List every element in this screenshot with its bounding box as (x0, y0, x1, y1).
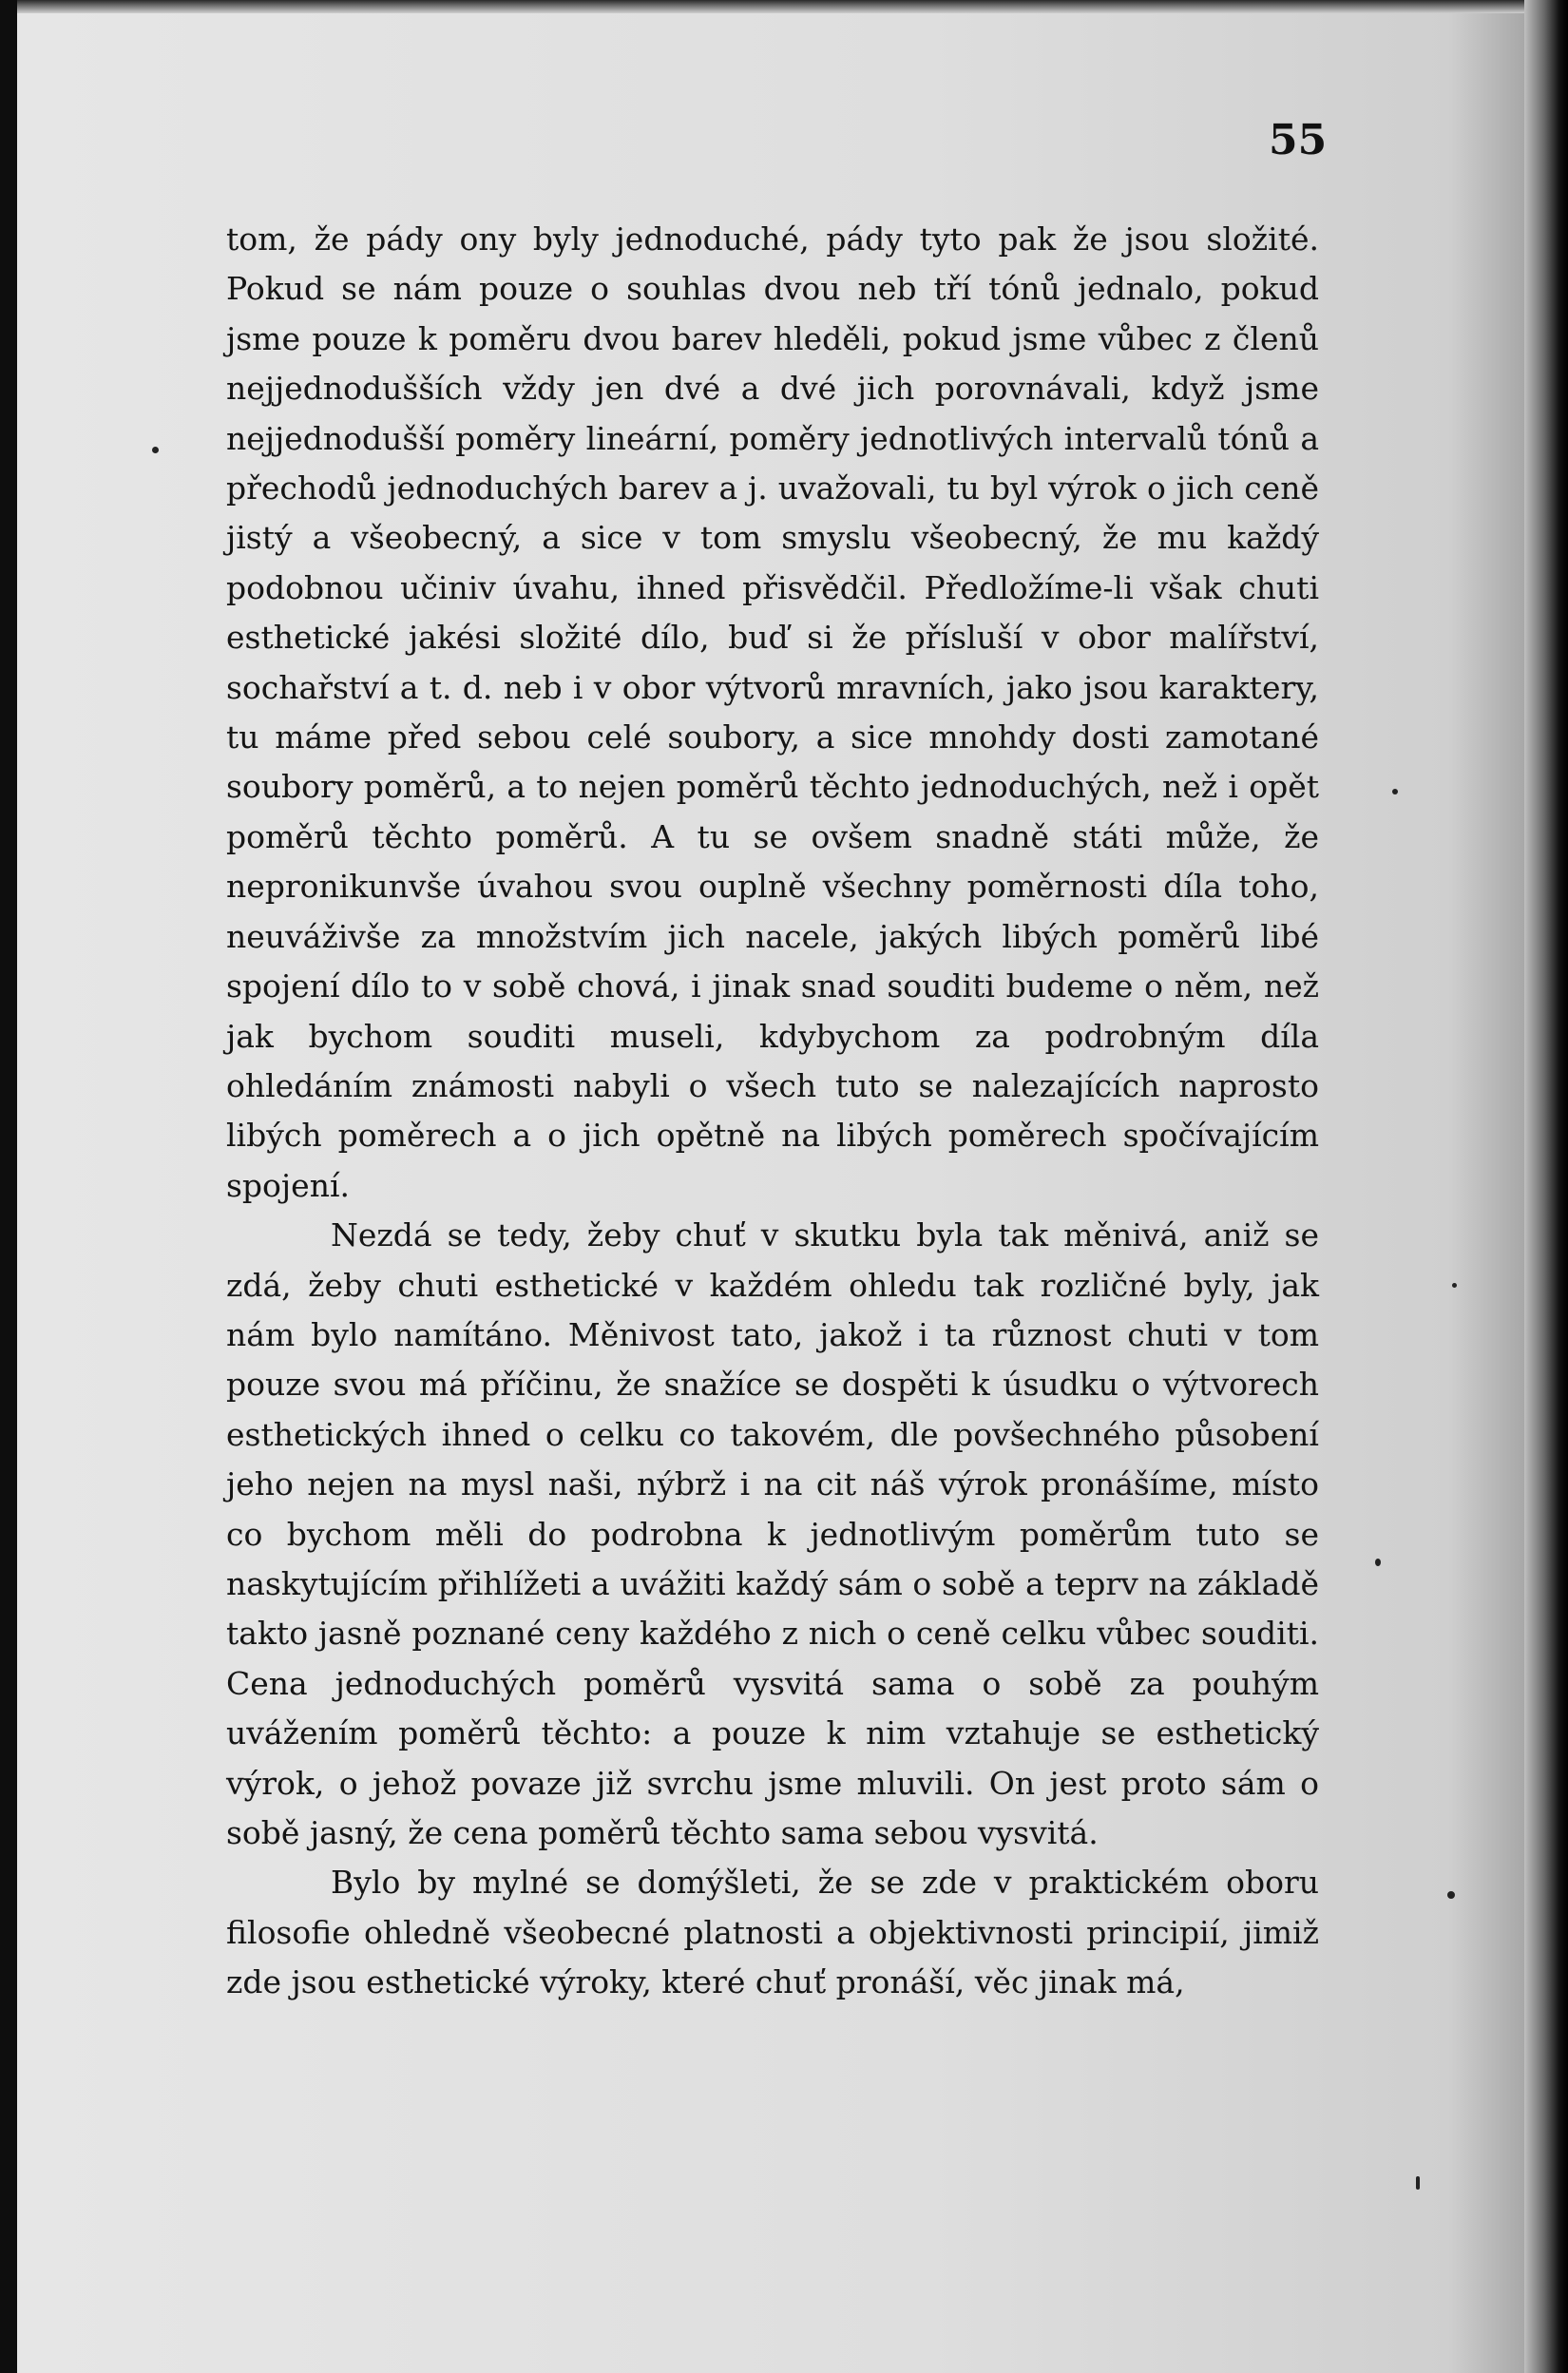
paragraph: tom, že pády ony byly jednoduché, pády tyto pak že jsou složité. Pokud se nám pouze o souhlas dvou neb tří tónů jednalo, pokud jsme pouze k poměru dvou barev hleděli, pokud jsme vůbec z členů nejjednodušších vždy jen dvé a dvé jich porovnávali, když jsme nejjednodušší poměry lineární, poměry jednotlivých intervalů tónů a přechodů jednoduchých barev a j. uvažovali, tu byl výrok o jich ceně jistý a všeobecný, a sice v tom smyslu všeobecný, že mu každý podobnou učiniv úvahu, ihned přisvědčil. Předložíme-li však chuti esthetické jakési složité dílo, buď si že přísluší v obor malířství, sochařství a t. d. neb i v obor výtvorů mravních, jako jsou karaktery, tu máme před sebou celé soubory, a sice mnohdy dosti zamotané soubory poměrů, a to nejen poměrů těchto jednoduchých, než i opět poměrů těchto poměrů. A tu se ovšem snadně státi může, že nepronikunvše úvahou svou ouplně všechny poměrnosti díla toho, neuváživše za množstvím jich nacele, jakých libých poměrů libé spojení dílo to v sobě chová, i jinak snad souditi budeme o něm, než jak bychom souditi museli, kdybychom za podrobným díla ohledáním známosti nabyli o všech tuto se nalezajících naprosto libých poměrech a o jich opětně na libých poměrech spočívajícím spojení. (226, 220, 1319, 1204)
dust-speck (152, 447, 159, 453)
right-scan-edge (1524, 0, 1568, 2373)
left-scan-edge (0, 0, 17, 2373)
dust-speck (1447, 1891, 1455, 1899)
paragraph: Nezdá se tedy, žeby chuť v skutku byla tak měnivá, aniž se zdá, žeby chuti esthetické v každém ohledu tak rozličné byly, jak nám bylo namítáno. Měnivost tato, jakož i ta různost chuti v tom pouze svou má příčinu, že snažíce se dospěti k úsudku o výtvorech esthetických ihned o celku co takovém, dle povšechného působení jeho nejen na mysl naši, nýbrž i na cit náš výrok pronášíme, místo co bychom měli do podrobna k jednotlivým poměrům tuto se naskytujícím přihlížeti a uvážiti každý sám o sobě a teprv na základě takto jasně poznané ceny každého z nich o ceně celku vůbec souditi. Cena jednoduchých poměrů vysvitá sama o sobě za pouhým uvážením poměrů těchto: a pouze k nim vztahuje se esthetický výrok, o jehož povaze již svrchu jsme mluvili. On jest proto sám o sobě jasný, že cena poměrů těchto sama sebou vysvitá. (226, 1216, 1319, 1851)
top-scan-edge (0, 0, 1568, 13)
dust-speck (1416, 2176, 1420, 2190)
dust-speck (1452, 1283, 1457, 1288)
dust-speck (1392, 789, 1398, 794)
page-number: 55 (1269, 116, 1328, 164)
dust-speck (1375, 1559, 1381, 1566)
paragraph: Bylo by mylné se domýšleti, že se zde v praktickém oboru filosofie ohledně všeobecné platnosti a objektivnosti principií, jimiž zde jsou esthetické výroky, které chuť pronáší, věc jinak má, (226, 1864, 1319, 2001)
body-text (226, 215, 1319, 2008)
